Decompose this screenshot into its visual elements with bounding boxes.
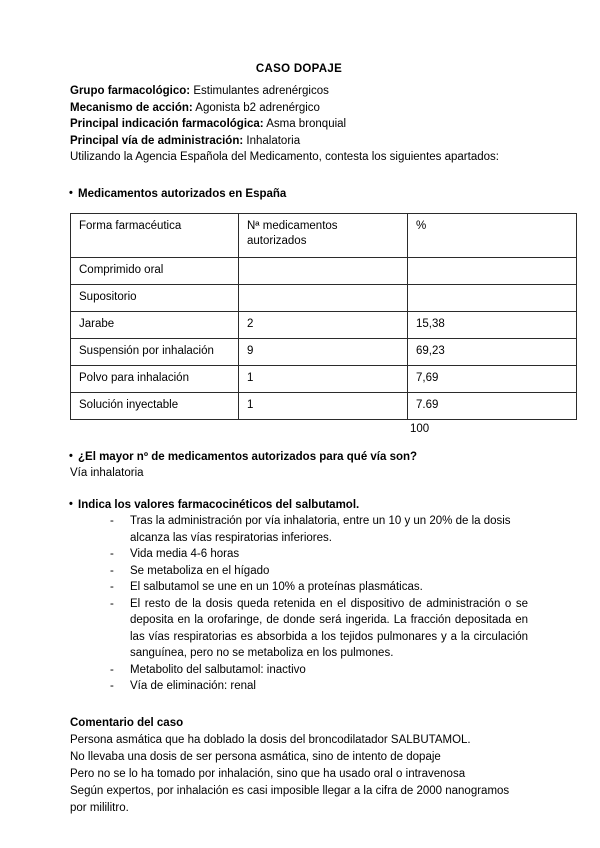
cell-porcentaje (408, 257, 577, 284)
table-row (71, 257, 577, 284)
metadata-label: Principal indicación farmacológica: (70, 118, 264, 130)
metadata-block (70, 83, 528, 166)
question-heading-via: • ¿El mayor nº de medicamentos autorizados para qué vía son? (70, 449, 528, 465)
cell-porcentaje: 7.69 (408, 392, 577, 419)
cell-numero: 1 (239, 392, 408, 419)
metadata-label: Grupo farmacológico: (70, 85, 191, 97)
spacer (70, 166, 528, 186)
comment-line: Pero no se lo ha tomado por inhalación, sino que ha usado oral o intravenosa (70, 767, 466, 780)
table-header-numero-line1: Nª medicamentos (247, 219, 338, 232)
metadata-value: Inhalatoria (246, 134, 301, 147)
cell-numero (239, 257, 408, 284)
cell-porcentaje: 69,23 (408, 338, 577, 365)
table-header-porcentaje: % (408, 213, 577, 257)
intro-text: Utilizando la Agencia Española del Medicamento, contesta los siguientes apartados: (70, 151, 499, 163)
cell-forma: Supositorio (71, 284, 239, 311)
list-item: - Metabolito del salbutamol: inactivo (70, 662, 528, 679)
cell-forma: Comprimido oral (71, 257, 239, 284)
cell-forma: Jarabe (71, 311, 239, 338)
comment-line: Persona asmática que ha doblado la dosis del broncodilatador SALBUTAMOL. (70, 733, 471, 746)
metadata-value: Agonista b2 adrenérgico (195, 101, 320, 114)
metadata-label: Mecanismo de acción: (70, 101, 193, 114)
table-total-value: 100 (410, 422, 430, 435)
cell-numero: 1 (239, 365, 408, 392)
spacer (70, 695, 528, 715)
comment-line: No llevaba una dosis de ser persona asmática, sino de intento de dopaje (70, 750, 441, 763)
table-header-forma: Forma farmacéutica (71, 213, 239, 257)
metadata-row-indicacion (70, 116, 528, 133)
list-item: - Vida media 4-6 horas (70, 546, 528, 563)
metadata-value: Asma bronquial (266, 118, 347, 130)
cell-numero: 2 (239, 311, 408, 338)
table-row (71, 392, 577, 419)
cell-forma: Polvo para inhalación (71, 365, 239, 392)
comment-heading: Comentario del caso (70, 716, 184, 729)
page-title: CASO DOPAJE (255, 63, 343, 75)
list-item: - Vía de eliminación: renal (70, 678, 528, 695)
list-item: - El resto de la dosis queda retenida en el dispositivo de administración o se deposita en la orofaringe, de donde será ingerida. La fracción depositada en las vías respiratorias es absorbida a los tejidos pulmonares y a la circulación sanguínea, pero no se metaboliza en los pulmones. (70, 596, 528, 662)
list-item: - Se metaboliza en el hígado (70, 563, 528, 580)
list-item: - El salbutamol se une en un 10% a proteínas plasmáticas. (70, 579, 528, 596)
section-heading-medicamentos: • Medicamentos autorizados en España (70, 186, 528, 202)
table-row (71, 311, 577, 338)
cell-forma: Suspensión por inhalación (71, 338, 239, 365)
table-header-row (71, 213, 577, 257)
cell-numero (239, 284, 408, 311)
spacer (70, 481, 528, 497)
table-total-row (70, 420, 528, 438)
list-item: - Tras la administración por vía inhalatoria, entre un 10 y un 20% de la dosis alcanza las vías respiratorias inferiores. (70, 513, 528, 546)
spacer (70, 438, 528, 449)
table-row (71, 284, 577, 311)
table-header-numero-line2: autorizados (247, 234, 307, 247)
cell-forma: Solución inyectable (71, 392, 239, 419)
table-header-numero (239, 213, 408, 257)
metadata-value: Estimulantes adrenérgicos (193, 85, 329, 97)
farmacocinetica-list (70, 513, 528, 695)
question-heading-farmacocinetica: • Indica los valores farmacocinéticos del salbutamol. (70, 497, 528, 513)
table-row (71, 365, 577, 392)
cell-porcentaje (408, 284, 577, 311)
metadata-row-via (70, 133, 528, 150)
metadata-row-mecanismo (70, 100, 528, 117)
cell-porcentaje: 15,38 (408, 311, 577, 338)
question-answer-via: Vía inhalatoria (70, 466, 144, 479)
cell-numero: 9 (239, 338, 408, 365)
comment-line: Según expertos, por inhalación es casi imposible llegar a la cifra de 2000 nanogramos por mililitro. (70, 784, 510, 814)
table-row (71, 338, 577, 365)
metadata-label: Principal vía de administración: (70, 134, 244, 147)
metadata-row-grupo (70, 83, 528, 100)
cell-porcentaje: 7,69 (408, 365, 577, 392)
spacer (70, 202, 528, 213)
authorized-medicines-table (70, 213, 577, 420)
